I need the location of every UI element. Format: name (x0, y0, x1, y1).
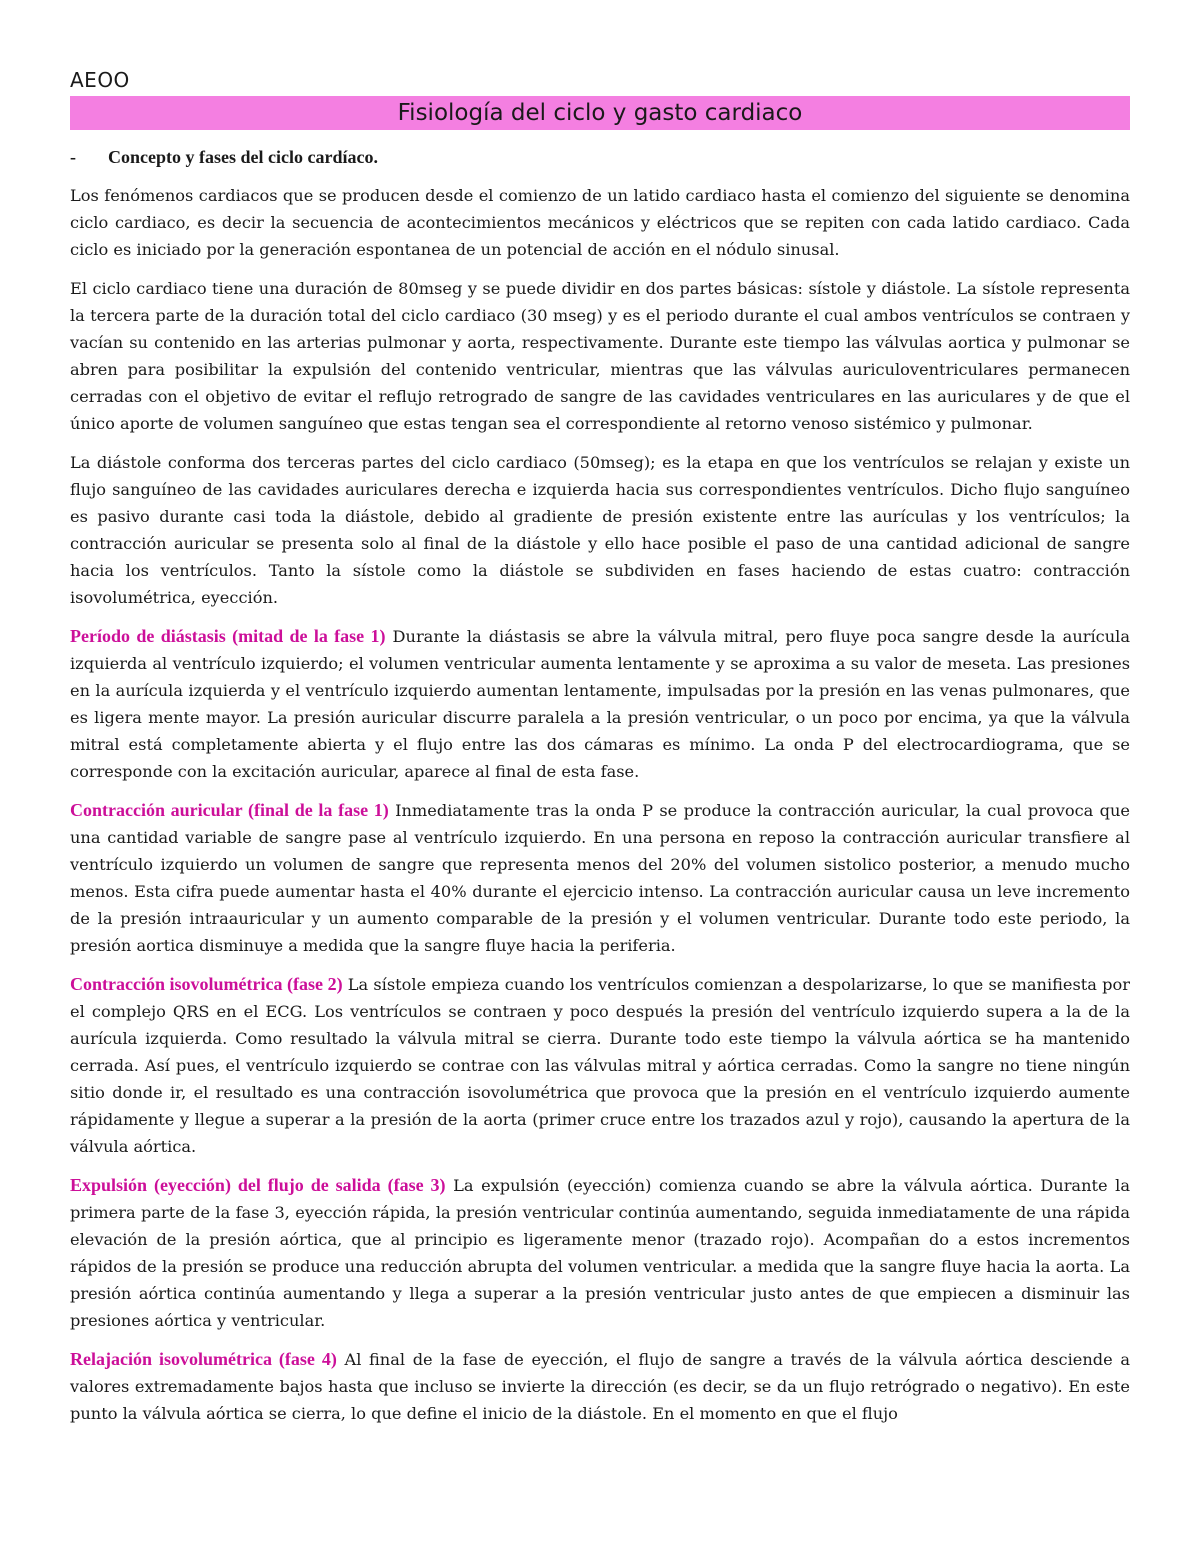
section-heading-text: Concepto y fases del ciclo cardíaco. (108, 147, 378, 167)
bullet-dash: - (70, 147, 76, 167)
phase-isovolumetric-contraction (70, 971, 1130, 1160)
section-heading (70, 144, 1130, 170)
phase-title: Expulsión (eyección) del flujo de salida (fase 3) (70, 1175, 446, 1195)
paragraph-intro: Los fenómenos cardiacos que se producen desde el comienzo de un latido cardiaco hasta el comienzo del siguiente se denomina ciclo cardiaco, es decir la secuencia de acontecimientos mecánicos y eléctricos que se repiten con cada latido cardiaco. Cada ciclo es iniciado por la generación espontanea de un potencial de acción en el nódulo sinusal. (70, 186, 1130, 259)
phase-diastasis (70, 623, 1130, 785)
phase-title: Período de diástasis (mitad de la fase 1) (70, 626, 386, 646)
phase-title: Contracción auricular (final de la fase 1) (70, 800, 389, 820)
phase-atrial-contraction (70, 797, 1130, 959)
phase-text: Inmediatamente tras la onda P se produce la contracción auricular, la cual provoca que una cantidad variable de sangre pase al ventrículo izquierdo. En una persona en reposo la contracción auricular transfiere al ventrículo izquierdo un volumen de sangre que representa menos del 20% del volumen sistolico posterior, a menudo mucho menos. Esta cifra puede aumentar hasta el 40% durante el ejercicio intenso. La contracción auricular causa un leve incremento de la presión intraauricular y un aumento comparable de la presión y el volumen ventricular. Durante todo este periodo, la presión aortica disminuye a medida que la sangre fluye hacia la periferia. (70, 801, 1130, 955)
page-title: Fisiología del ciclo y gasto cardiaco (70, 96, 1130, 130)
phase-isovolumetric-relaxation (70, 1346, 1130, 1427)
phase-title: Relajación isovolumétrica (fase 4) (70, 1349, 337, 1369)
paragraph-diastole: La diástole conforma dos terceras partes del ciclo cardiaco (50mseg); es la etapa en que los ventrículos se relajan y existe un flujo sanguíneo de las cavidades auriculares derecha e izquierda hacia sus correspondientes ventrículos. Dicho flujo sanguíneo es pasivo durante casi toda la diástole, debido al gradiente de presión existente entre las aurículas y los ventrículos; la contracción auricular se presenta solo al final de la diástole y ello hace posible el paso de una cantidad adicional de sangre hacia los ventrículos. Tanto la sístole como la diástole se subdividen en fases haciendo de estas cuatro: contracción isovolumétrica, eyección. (70, 453, 1130, 607)
header-tag: AEOO (70, 68, 130, 92)
phase-ejection (70, 1172, 1130, 1334)
phase-text: Durante la diástasis se abre la válvula mitral, pero fluye poca sangre desde la aurícula izquierda al ventrículo izquierdo; el volumen ventricular aumenta lentamente y se aproxima a su valor de meseta. Las presiones en la aurícula izquierda y el ventrículo izquierdo aumentan lentamente, impulsadas por la presión en las venas pulmonares, que es ligera mente mayor. La presión auricular discurre paralela a la presión ventricular, o un poco por encima, ya que la válvula mitral está completamente abierta y el flujo entre las dos cámaras es mínimo. La onda P del electrocardiograma, que se corresponde con la excitación auricular, aparece al final de esta fase. (70, 627, 1130, 781)
phase-title: Contracción isovolumétrica (fase 2) (70, 974, 343, 994)
phase-text: La expulsión (eyección) comienza cuando se abre la válvula aórtica. Durante la primera parte de la fase 3, eyección rápida, la presión ventricular continúa aumentando, seguida inmediatamente de una rápida elevación de la presión aórtica, que al principio es ligeramente menor (trazado rojo). Acompañan do a estos incrementos rápidos de la presión se produce una reducción abrupta del volumen ventricular. a medida que la sangre fluye hacia la aorta. La presión aórtica continúa aumentando y llega a superar a la presión ventricular justo antes de que empiecen a disminuir las presiones aórtica y ventricular. (70, 1176, 1130, 1330)
paragraph-duration: El ciclo cardiaco tiene una duración de 80mseg y se puede dividir en dos partes básicas: sístole y diástole. La sístole representa la tercera parte de la duración total del ciclo cardiaco (30 mseg) y es el periodo durante el cual ambos ventrículos se contraen y vacían su contenido en las arterias pulmonar y aorta, respectivamente. Durante este tiempo las válvulas aortica y pulmonar se abren para posibilitar la expulsión del contenido ventricular, mientras que las válvulas auriculoventriculares permanecen cerradas con el objetivo de evitar el reflujo retrogrado de sangre de las cavidades ventriculares en las auriculares y de que el único aporte de volumen sanguíneo que estas tengan sea el correspondiente al retorno venoso sistémico y pulmonar. (70, 279, 1130, 433)
phase-text: Al final de la fase de eyección, el flujo de sangre a través de la válvula aórtica desciende a valores extremadamente bajos hasta que incluso se invierte la dirección (es decir, se da un flujo retrógrado o negativo). En este punto la válvula aórtica se cierra, lo que define el inicio de la diástole. En el momento en que el flujo (70, 1350, 1130, 1423)
phase-text: La sístole empieza cuando los ventrículos comienzan a despolarizarse, lo que se manifiesta por el complejo QRS en el ECG. Los ventrículos se contraen y poco después la presión del ventrículo izquierdo supera a la de la aurícula izquierda. Como resultado la válvula mitral se cierra. Durante todo este tiempo la válvula aórtica se ha mantenido cerrada. Así pues, el ventrículo izquierdo se contrae con las válvulas mitral y aórtica cerradas. Como la sangre no tiene ningún sitio donde ir, el resultado es una contracción isovolumétrica que provoca que la presión en el ventrículo izquierdo aumente rápidamente y llegue a superar a la presión de la aorta (primer cruce entre los trazados azul y rojo), causando la apertura de la válvula aórtica. (70, 975, 1130, 1156)
